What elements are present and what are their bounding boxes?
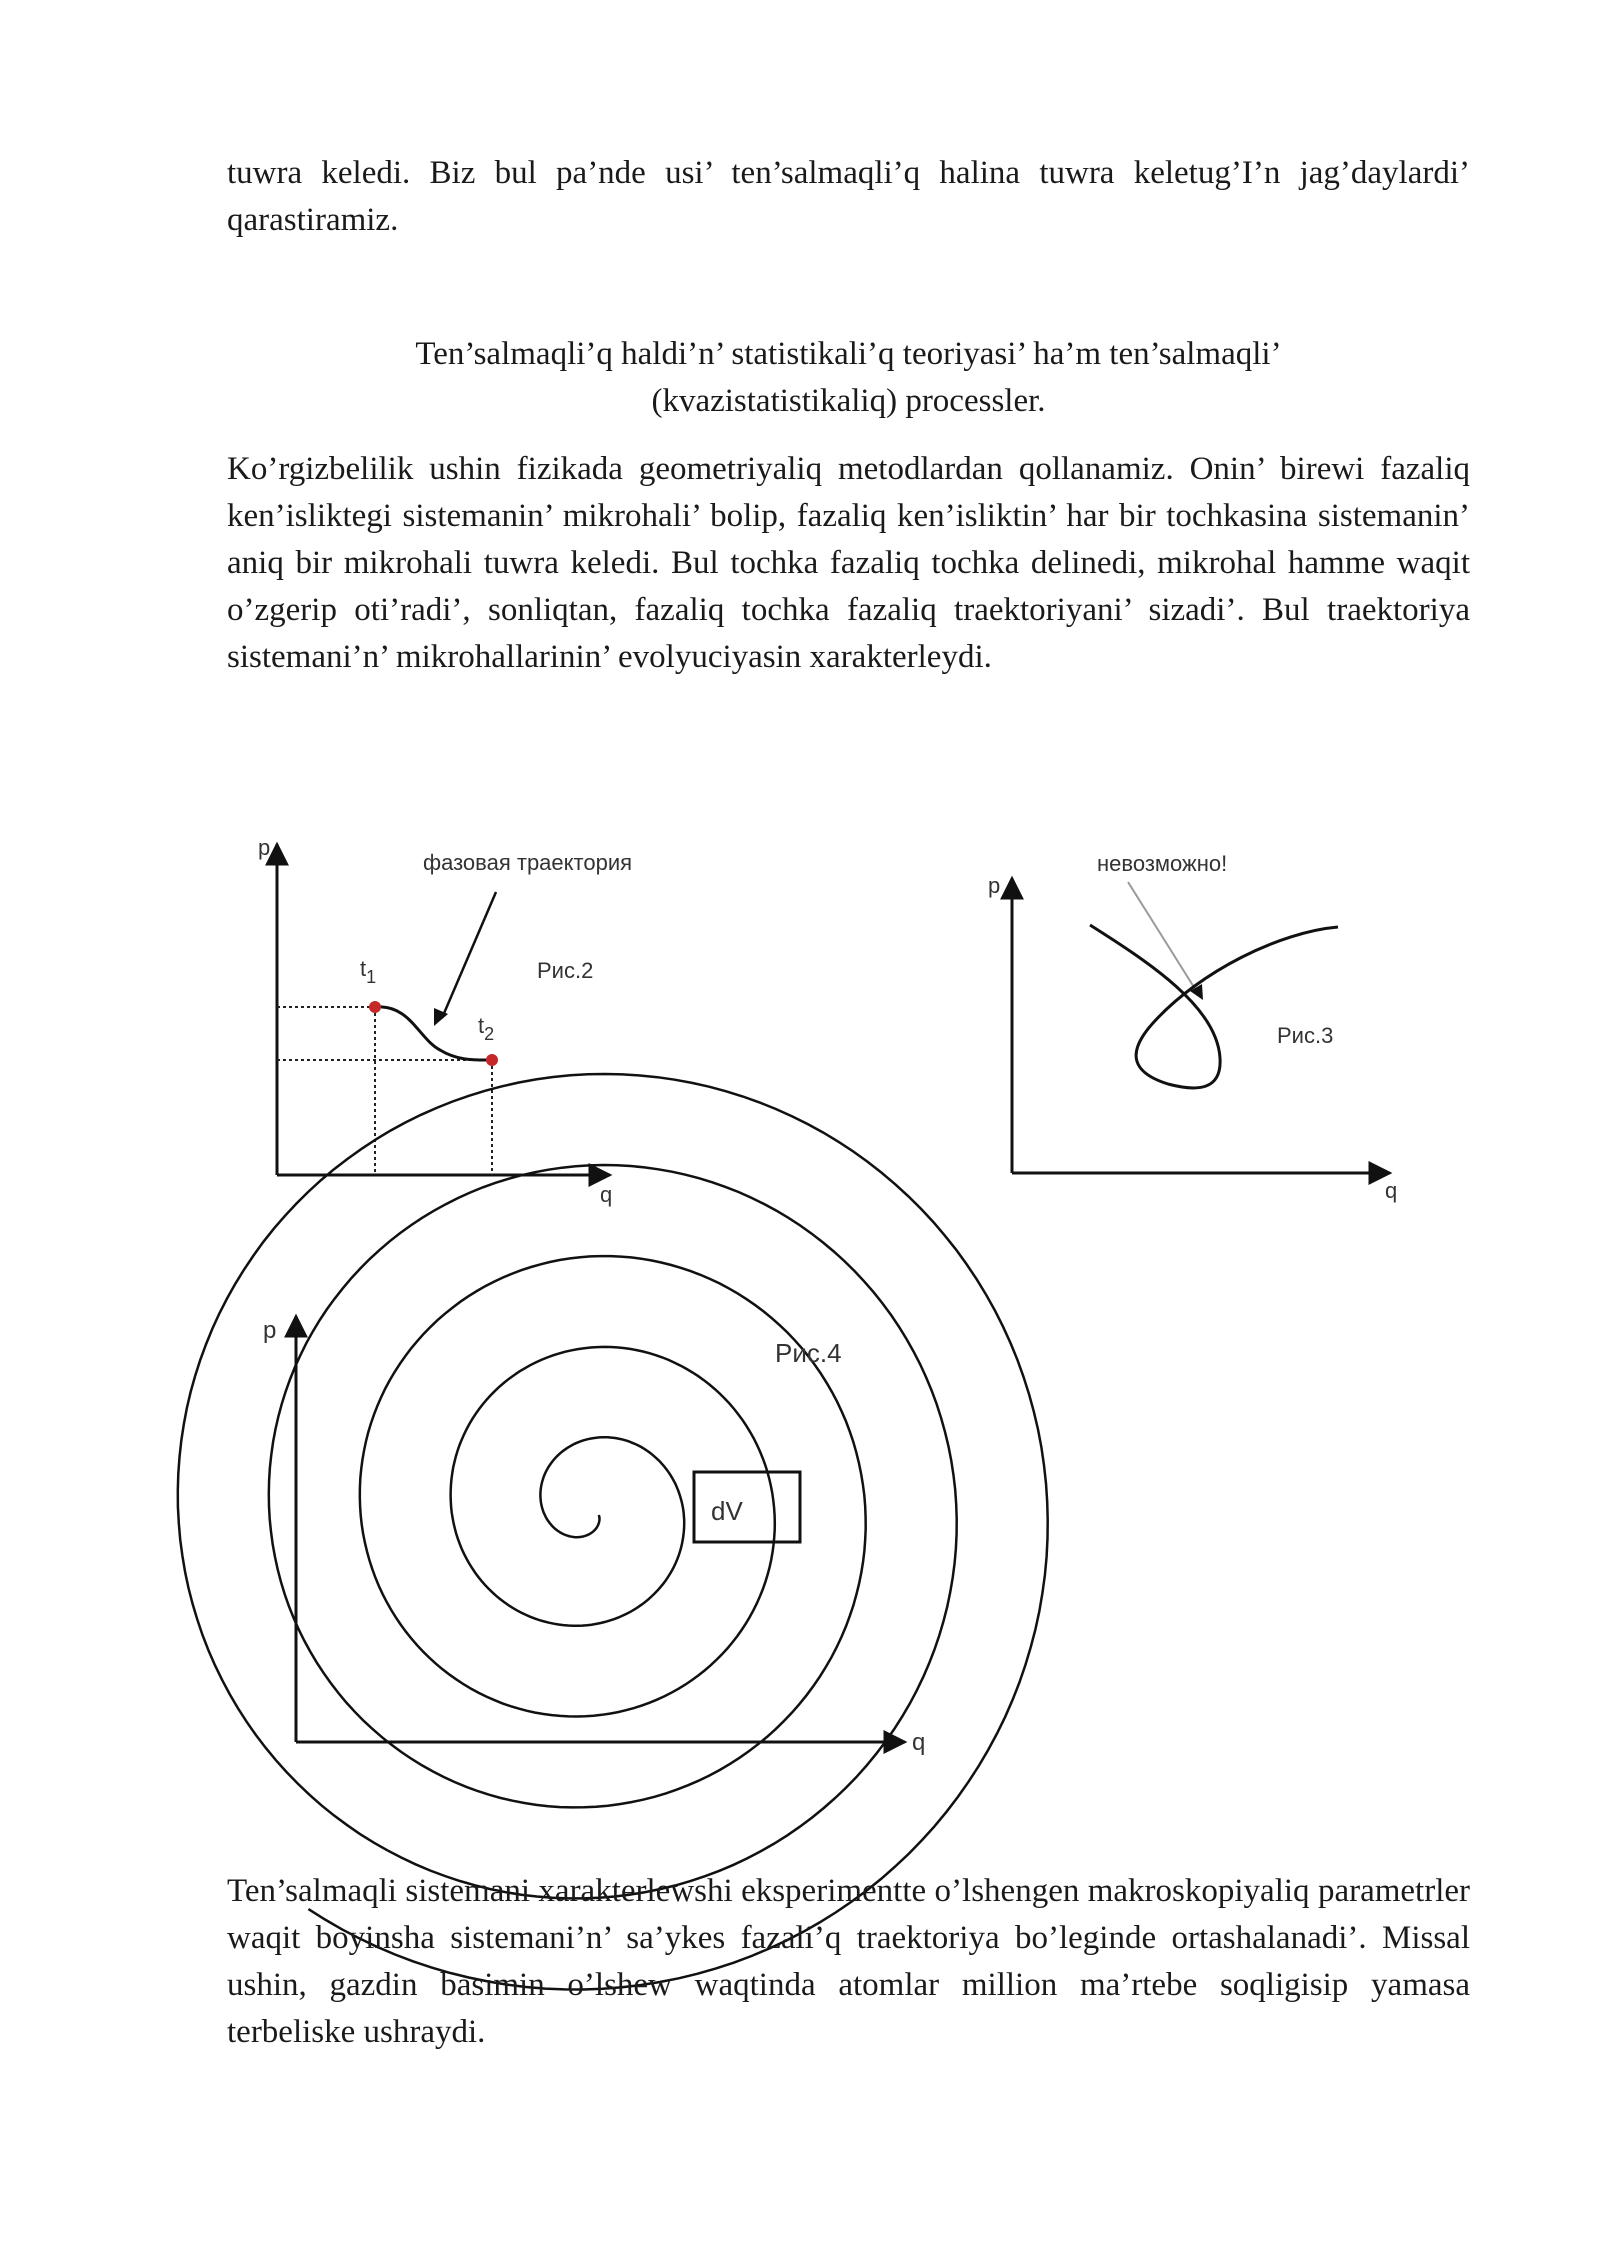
figure-3-annotation: невозможно!	[1097, 851, 1228, 876]
annotation-arrow	[442, 892, 496, 1018]
crossing-trajectory	[1090, 925, 1338, 1088]
section-title-line-2: (kvazistatistikaliq) processler.	[651, 383, 1046, 419]
intro-paragraph: tuwra keledi. Biz bul pa’nde usi’ ten’salmaqli’q halina tuwra keletug’I’n jag’daylardi’ qarastiramiz.	[227, 155, 1470, 238]
trajectory-curve	[375, 1007, 495, 1060]
label-t1: $t_1$	[360, 956, 377, 987]
figure-3-impossible-crossing	[985, 840, 1415, 1210]
p-axis-label: p	[988, 873, 1001, 898]
volume-element-box	[694, 1472, 800, 1542]
figure-2-caption: Рис.2	[537, 958, 594, 983]
closing-paragraph: Ten’salmaqli sistemani xarakterlewshi eksperimentte o’lshengen makroskopiyaliq parametrler waqit boyinsha sistemani’n’ sa’ykes fazali’q traektoriya bo’leginde ortashalanadi’. Missal ushin, gazdin basimin o’lshew waqtinda atomlar million ma’rtebe soqligisip yamasa terbeliske ushraydi.	[227, 1873, 1470, 2050]
volume-element-label: dV	[711, 1496, 743, 1526]
figure-2-phase-trajectory	[250, 830, 680, 1220]
section-title-line-1: Ten’salmaqli’q haldi’n’ statistikali’q teoriyasi’ ha’m ten’salmaqli’	[415, 336, 1282, 372]
figure-2-annotation: фазовая траектория	[423, 850, 633, 875]
body-paragraph: Ko’rgizbelilik ushin fizikada geometriyaliq metodlardan qollanamiz. Onin’ birewi fazaliq ken’isliktegi sistemanin’ mikrohali’ bolip, fazaliq ken’isliktin’ har bir tochkasina sistemanin’ aniq bir mikrohali tuwra keledi. Bul tochka fazaliq tochka delinedi, mikrohal hamme waqit o’zgerip oti’radi’, sonliqtan, fazaliq tochka fazaliq traektoriyani’ sizadi’. Bul traektoriya sistemani’n’ mikrohallarinin’ evolyuciyasin xarakterleydi.	[227, 451, 1470, 675]
q-axis-label: q	[1385, 1178, 1398, 1203]
p-axis-label: p	[258, 835, 271, 860]
figure-4-caption: Рис.4	[775, 1338, 842, 1368]
section-title	[227, 331, 1470, 425]
q-axis-label: q	[600, 1182, 613, 1207]
figure-3-caption: Рис.3	[1277, 1023, 1334, 1048]
label-t2: $t_2$	[478, 1013, 495, 1044]
figure-4-spiral	[260, 1300, 960, 1770]
point-t2	[486, 1054, 498, 1066]
point-t1	[369, 1001, 381, 1013]
p-axis-label: p	[263, 1317, 277, 1344]
q-axis-label: q	[912, 1729, 926, 1756]
